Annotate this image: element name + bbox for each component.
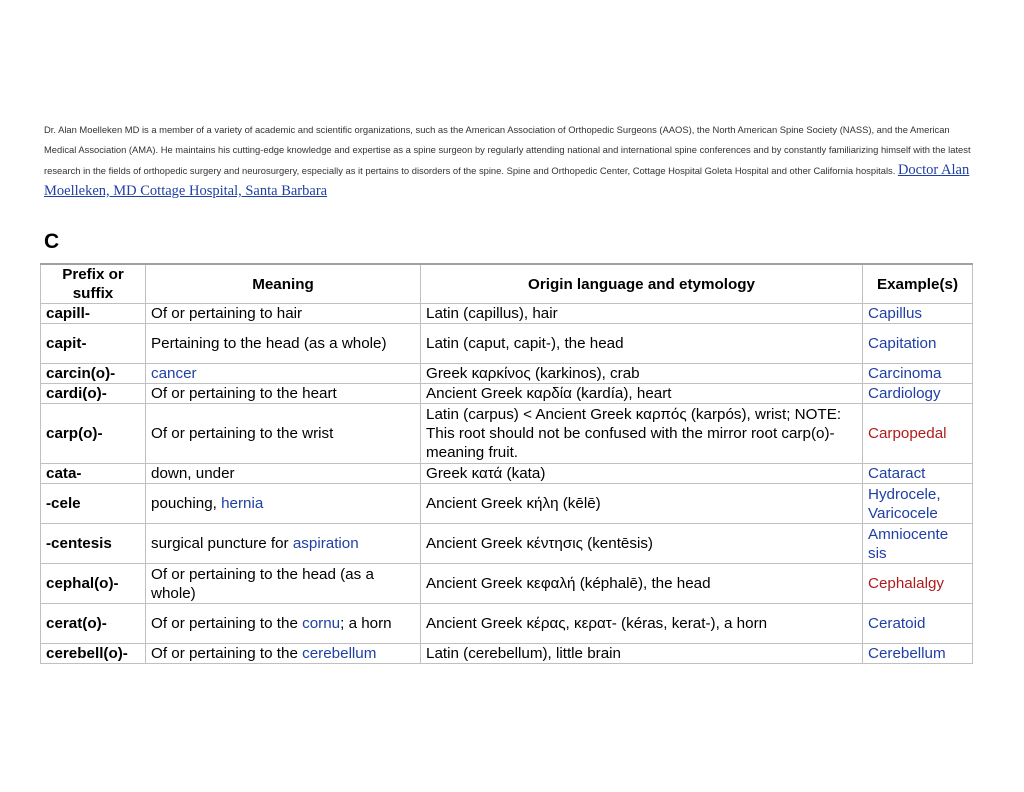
table-row [41, 564, 973, 604]
prefix-cell: cardi(o)- [41, 384, 146, 404]
example-link[interactable]: Carcinoma [863, 364, 973, 384]
meaning-link[interactable]: hernia [221, 495, 264, 512]
example-link[interactable]: Amniocente sis [863, 524, 973, 564]
prefix-cell: cerebell(o)- [41, 644, 146, 664]
table-row [41, 384, 973, 404]
origin-cell: Ancient Greek κεφαλή (képhalē), the head [421, 564, 863, 604]
meaning-cell: Of or pertaining to hair [146, 304, 421, 324]
origin-cell: Ancient Greek καρδία (kardía), heart [421, 384, 863, 404]
meaning-cell: down, under [146, 464, 421, 484]
meaning-link[interactable]: cancer [151, 365, 197, 382]
example-link[interactable]: Cephalalgy [863, 564, 973, 604]
meaning-cell: Of or pertaining to the wrist [146, 404, 421, 464]
example-link[interactable]: Hydrocele, Varicocele [863, 484, 973, 524]
meaning-cell: Pertaining to the head (as a whole) [146, 324, 421, 364]
origin-cell: Latin (caput, capit-), the head [421, 324, 863, 364]
example-link[interactable]: Cerebellum [863, 644, 973, 664]
example-link[interactable]: Capitation [863, 324, 973, 364]
prefix-cell: -cele [41, 484, 146, 524]
medical-roots-table [40, 263, 973, 664]
meaning-cell: Of or pertaining to the cornu; a horn [146, 604, 421, 644]
prefix-cell: carcin(o)- [41, 364, 146, 384]
meaning-link[interactable]: aspiration [292, 535, 359, 552]
prefix-cell: cephal(o)- [41, 564, 146, 604]
meaning-cell [146, 364, 421, 384]
example-link[interactable]: Carpopedal [863, 404, 973, 464]
origin-cell: Latin (cerebellum), little brain [421, 644, 863, 664]
table-row [41, 364, 973, 384]
intro-paragraph [44, 120, 984, 202]
meaning-cell: Of or pertaining to the cerebellum [146, 644, 421, 664]
table-header-row [41, 264, 973, 304]
example-link[interactable]: Cardiology [863, 384, 973, 404]
prefix-cell: carp(o)- [41, 404, 146, 464]
origin-cell: Greek καρκίνος (karkinos), crab [421, 364, 863, 384]
section-letter: C [44, 230, 60, 253]
origin-cell: Ancient Greek κέρας, κερατ- (kéras, kerat-), a horn [421, 604, 863, 644]
prefix-cell: cerat(o)- [41, 604, 146, 644]
prefix-cell: cata- [41, 464, 146, 484]
example-link[interactable]: Capillus [863, 304, 973, 324]
header-origin: Origin language and etymology [421, 264, 863, 304]
header-example: Example(s) [863, 264, 973, 304]
origin-cell: Ancient Greek κέντησις (kentēsis) [421, 524, 863, 564]
origin-cell: Latin (capillus), hair [421, 304, 863, 324]
meaning-link[interactable]: cerebellum [302, 645, 377, 662]
header-meaning: Meaning [146, 264, 421, 304]
table-row [41, 304, 973, 324]
meaning-cell: pouching, hernia [146, 484, 421, 524]
origin-cell: Latin (carpus) < Ancient Greek καρπός (karpós), wrist; NOTE: This root should not be confused with the mirror root carp(o)- meaning fruit. [421, 404, 863, 464]
meaning-link[interactable]: cornu [302, 615, 341, 632]
origin-cell: Ancient Greek κήλη (kēlē) [421, 484, 863, 524]
meaning-cell: surgical puncture for aspiration [146, 524, 421, 564]
table-row [41, 524, 973, 564]
prefix-cell: capit- [41, 324, 146, 364]
prefix-cell: capill- [41, 304, 146, 324]
origin-cell: Greek κατά (kata) [421, 464, 863, 484]
example-link[interactable]: Cataract [863, 464, 973, 484]
table-row [41, 464, 973, 484]
example-link[interactable]: Ceratoid [863, 604, 973, 644]
prefix-cell: -centesis [41, 524, 146, 564]
table-row [41, 324, 973, 364]
meaning-cell: Of or pertaining to the head (as a whole) [146, 564, 421, 604]
table-row [41, 604, 973, 644]
header-prefix: Prefix or suffix [41, 264, 146, 304]
table-row [41, 484, 973, 524]
intro-text: Dr. Alan Moelleken MD is a member of a variety of academic and scientific organizations, such as the American Association of Orthopedic Surgeons (AAOS), the North American Spine Society (NASS), and the American Medical Association (AMA). He maintains his cutting-edge knowledge and expertise as a spine surgeon by regularly attending national and international spine conferences and by constantly familiarizing himself with the latest research in the fields of orthopedic surgery and neurosurgery, especially as it pertains to disorders of the spine. Spine and Orthopedic Center, Cottage Hospital Goleta Hospital and other California hospitals. [44, 124, 971, 176]
table-row [41, 644, 973, 664]
meaning-cell: Of or pertaining to the heart [146, 384, 421, 404]
doctor-link[interactable]: Doctor Alan Moelleken, MD Cottage Hospital, Santa Barbara [44, 162, 970, 199]
table-row [41, 404, 973, 464]
